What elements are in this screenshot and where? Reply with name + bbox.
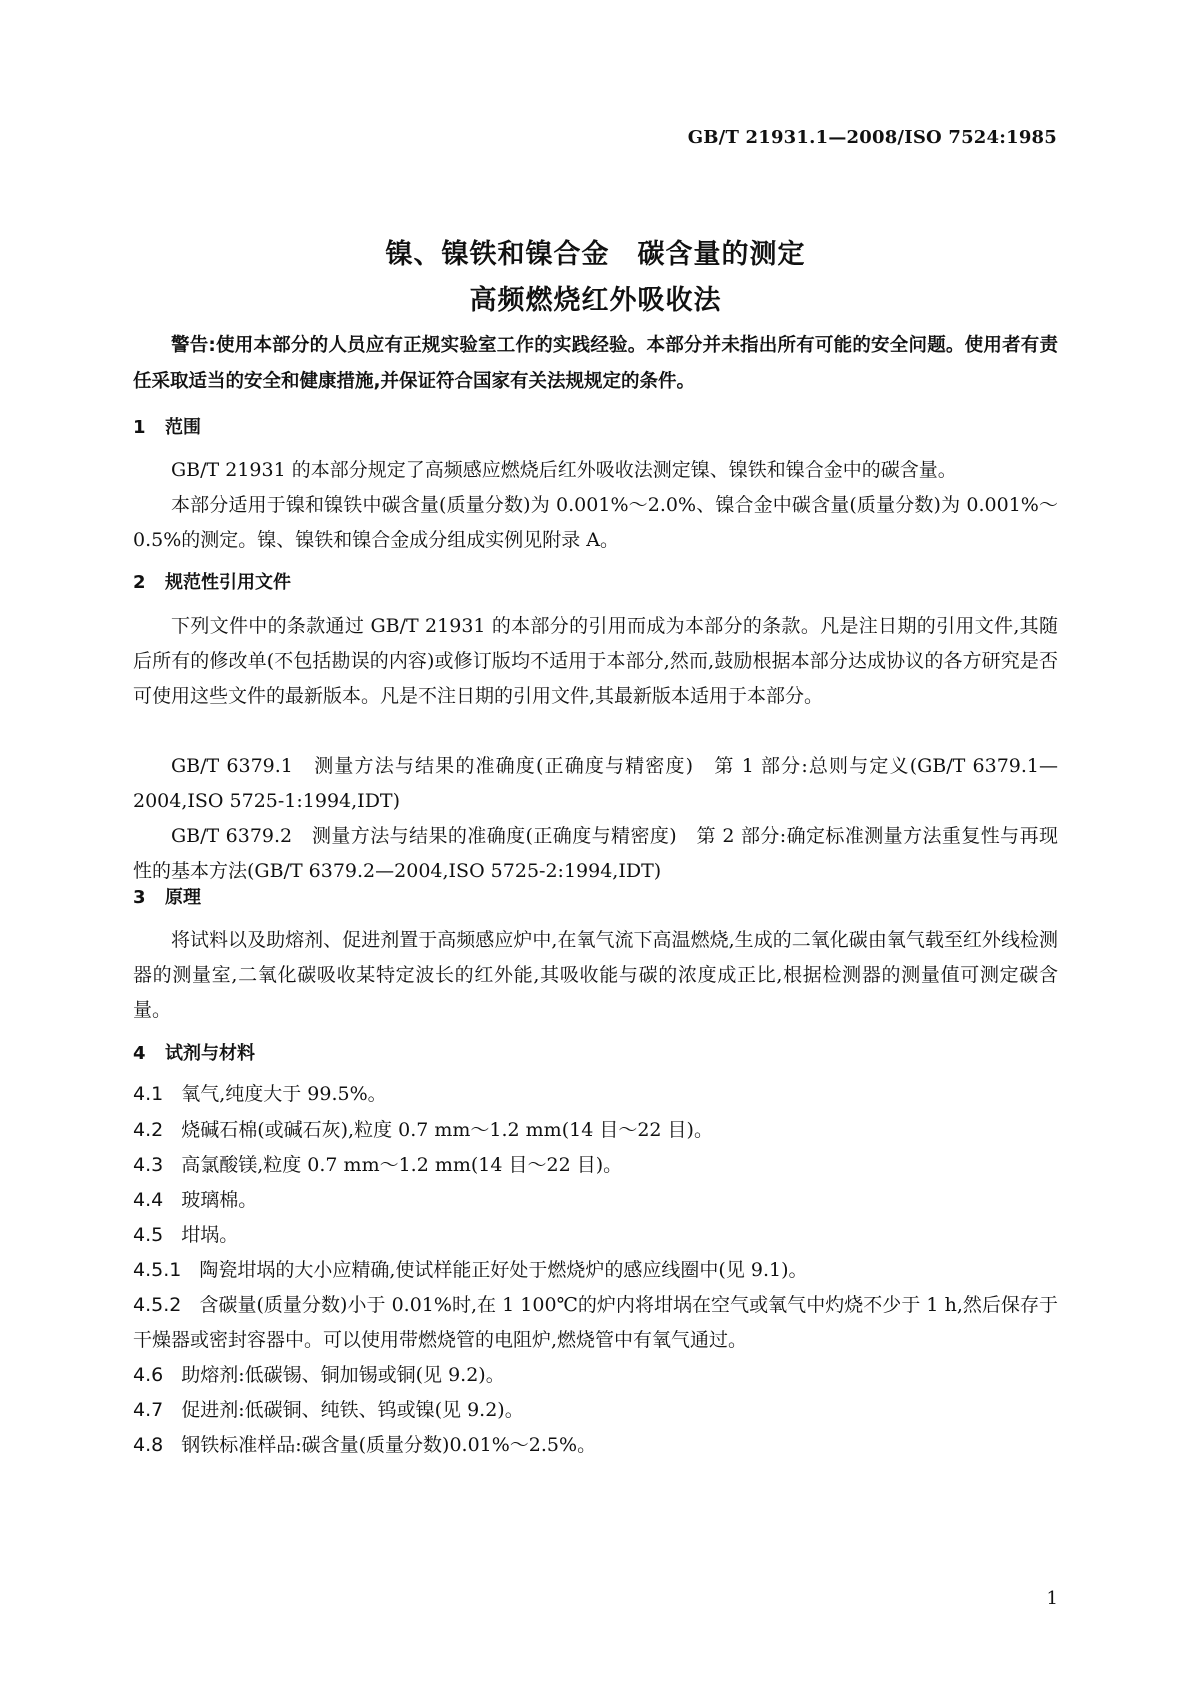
section-number: 4	[133, 1043, 146, 1064]
item-number: 4.8	[133, 1434, 164, 1456]
reference-gbt-6379-2: GB/T 6379.2 测量方法与结果的准确度(正确度与精密度) 第 2 部分:确定标准测量方法重复性与再现性的基本方法(GB/T 6379.2—2004,ISO 5725-2:1994,IDT)	[133, 825, 1058, 882]
item-text: 坩埚。	[181, 1224, 239, 1246]
document-title-line1: 镍、镍铁和镍合金 碳含量的测定	[385, 239, 806, 270]
section-number: 2	[133, 572, 146, 593]
item-text: 钢铁标准样品:碳含量(质量分数)0.01%～2.5%。	[181, 1434, 597, 1456]
section-number: 3	[133, 887, 146, 908]
list-item	[133, 1358, 1058, 1393]
page-number: 1	[1046, 1588, 1058, 1609]
item-number: 4.1	[133, 1083, 164, 1105]
section-3-paragraph-1: 将试料以及助熔剂、促进剂置于高频感应炉中,在氧气流下高温燃烧,生成的二氧化碳由氧气载至红外线检测器的测量室,二氧化碳吸收某特定波长的红外能,其吸收能与碳的浓度成正比,根据检测器的测量值可测定碳含量。	[133, 929, 1058, 1021]
item-text: 高氯酸镁,粒度 0.7 mm～1.2 mm(14 目～22 目)。	[181, 1154, 623, 1176]
item-text: 氧气,纯度大于 99.5%。	[181, 1083, 387, 1105]
list-item	[133, 1077, 1058, 1112]
item-number: 4.5.1	[133, 1259, 182, 1281]
section-title: 试剂与材料	[165, 1043, 255, 1064]
item-number: 4.2	[133, 1119, 164, 1141]
item-number: 4.7	[133, 1399, 164, 1421]
section-4-heading	[133, 1039, 255, 1065]
section-1-heading	[133, 413, 201, 439]
section-title: 范围	[165, 417, 201, 438]
list-item	[133, 1393, 1058, 1428]
item-text: 玻璃棉。	[181, 1189, 258, 1211]
list-item	[133, 1113, 1058, 1148]
section-1-paragraph-1: GB/T 21931 的本部分规定了高频感应燃烧后红外吸收法测定镍、镍铁和镍合金中的碳含量。	[171, 459, 957, 481]
item-text: 促进剂:低碳铜、纯铁、钨或镍(见 9.2)。	[181, 1399, 524, 1421]
list-item	[133, 1288, 1058, 1358]
reference-gbt-6379-1: GB/T 6379.1 测量方法与结果的准确度(正确度与精密度) 第 1 部分:总则与定义(GB/T 6379.1—2004,ISO 5725-1:1994,IDT)	[133, 755, 1058, 812]
item-number: 4.5	[133, 1224, 164, 1246]
item-number: 4.4	[133, 1189, 164, 1211]
section-number: 1	[133, 417, 146, 438]
item-text: 烧碱石棉(或碱石灰),粒度 0.7 mm～1.2 mm(14 目～22 目)。	[181, 1119, 713, 1141]
item-number: 4.5.2	[133, 1294, 182, 1316]
list-item	[133, 1183, 1058, 1218]
item-number: 4.3	[133, 1154, 164, 1176]
section-2-paragraph-1: 下列文件中的条款通过 GB/T 21931 的本部分的引用而成为本部分的条款。凡是注日期的引用文件,其随后所有的修改单(不包括勘误的内容)或修订版均不适用于本部分,然而,鼓励根据本部分达成协议的各方研究是否可使用这些文件的最新版本。凡是不注日期的引用文件,其最新版本适用于本部分。	[133, 615, 1058, 707]
item-number: 4.6	[133, 1364, 164, 1386]
list-item	[133, 1428, 1058, 1463]
section-3-heading	[133, 883, 201, 909]
list-item	[133, 1253, 1058, 1288]
item-text: 陶瓷坩埚的大小应精确,使试样能正好处于燃烧炉的感应线圈中(见 9.1)。	[199, 1259, 808, 1281]
section-title: 规范性引用文件	[165, 572, 291, 593]
warning-paragraph: 警告:使用本部分的人员应有正规实验室工作的实践经验。本部分并未指出所有可能的安全问题。使用者有责任采取适当的安全和健康措施,并保证符合国家有关法规规定的条件。	[133, 335, 1058, 392]
item-text: 助熔剂:低碳锡、铜加锡或铜(见 9.2)。	[181, 1364, 505, 1386]
section-title: 原理	[165, 887, 201, 908]
list-item	[133, 1218, 1058, 1253]
document-title-line2: 高频燃烧红外吸收法	[469, 285, 722, 316]
item-text: 含碳量(质量分数)小于 0.01%时,在 1 100℃的炉内将坩埚在空气或氧气中灼烧不少于 1 h,然后保存于干燥器或密封容器中。可以使用带燃烧管的电阻炉,燃烧管中有氧气通过。	[133, 1294, 1058, 1351]
section-2-heading	[133, 568, 291, 594]
section-1-paragraph-2: 本部分适用于镍和镍铁中碳含量(质量分数)为 0.001%～2.0%、镍合金中碳含量(质量分数)为 0.001%～0.5%的测定。镍、镍铁和镍合金成分组成实例见附录 A。	[133, 494, 1058, 551]
standard-code: GB/T 21931.1—2008/ISO 7524:1985	[687, 127, 1057, 148]
list-item	[133, 1148, 1058, 1183]
